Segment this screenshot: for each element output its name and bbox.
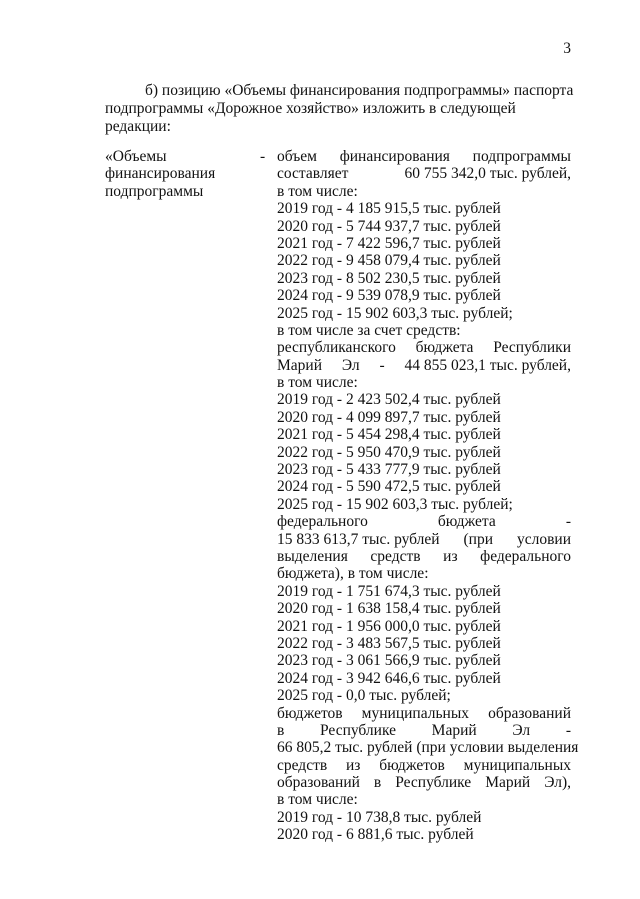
year-line: 2020 год - 1 638 158,4 тыс. рублей (277, 600, 501, 618)
intro-line-2: подпрограммы «Дорожное хозяйство» изложить в следующей (105, 99, 516, 117)
funding-line: в Республике Марий Эл - (277, 721, 571, 739)
republic-years-list (277, 391, 571, 513)
federal-budget-line: федерального бюджета - (277, 513, 571, 531)
municipal-budget-line: бюджетов муниципальных образований (277, 704, 571, 722)
year-line: 2021 год - 1 956 000,0 тыс. рублей (277, 617, 501, 635)
year-line: 2019 год - 10 738,8 тыс. рублей (277, 808, 482, 826)
federal-budget-total-line: 15 833 613,7 тыс. рублей (при условии (277, 530, 571, 548)
funding-line: в том числе: (277, 374, 358, 392)
intro-paragraph (105, 82, 574, 135)
funding-line: бюджета), в том числе: (277, 565, 429, 583)
intro-line-1: б) позицию «Объемы финансирования подпрограммы» паспорта (145, 82, 574, 99)
funding-line: в том числе: (277, 791, 358, 809)
year-line: 2025 год - 15 902 603,3 тыс. рублей; (277, 495, 513, 513)
municipal-years-list (277, 809, 571, 844)
year-line: 2024 год - 5 590 472,5 тыс. рублей (277, 478, 501, 496)
year-line: 2019 год - 2 423 502,4 тыс. рублей (277, 391, 501, 409)
year-line: 2020 год - 4 099 897,7 тыс. рублей (277, 408, 501, 426)
page-number: 3 (563, 40, 571, 57)
year-line: 2019 год - 1 751 674,3 тыс. рублей (277, 582, 501, 600)
label-dash: - (260, 148, 266, 165)
funding-line: средств из бюджетов муниципальных (277, 756, 571, 774)
total-years-list (277, 200, 571, 322)
funding-total-line: составляет 60 755 342,0 тыс. рублей, (277, 165, 571, 183)
position-label: «Объемы финансирования подпрограммы (105, 148, 216, 200)
funding-line: выделения средств из федерального (277, 547, 571, 565)
year-line: 2021 год - 5 454 298,4 тыс. рублей (277, 426, 501, 444)
funding-line: объем финансирования подпрограммы (277, 148, 571, 165)
republic-budget-line: республиканского бюджета Республики (277, 339, 571, 357)
year-line: 2023 год - 8 502 230,5 тыс. рублей (277, 269, 501, 287)
year-line: 2019 год - 4 185 915,5 тыс. рублей (277, 200, 501, 218)
year-line: 2020 год - 5 744 937,7 тыс. рублей (277, 217, 501, 235)
year-line: 2022 год - 9 458 079,4 тыс. рублей (277, 252, 501, 270)
year-line: 2023 год - 3 061 566,9 тыс. рублей (277, 652, 501, 670)
year-line: 2024 год - 9 539 078,9 тыс. рублей (277, 287, 501, 305)
year-line: 2020 год - 6 881,6 тыс. рублей (277, 826, 474, 844)
year-line: 2025 год - 0,0 тыс. рублей; (277, 687, 451, 705)
funding-description (277, 148, 579, 844)
funding-line: в том числе: (277, 182, 358, 200)
year-line: 2023 год - 5 433 777,9 тыс. рублей (277, 461, 501, 479)
republic-budget-total-line: Марий Эл - 44 855 023,1 тыс. рублей, (277, 356, 571, 374)
year-line: 2025 год - 15 902 603,3 тыс. рублей; (277, 304, 513, 322)
federal-years-list (277, 583, 571, 705)
year-line: 2022 год - 3 483 567,5 тыс. рублей (277, 634, 501, 652)
municipal-budget-total-line: 66 805,2 тыс. рублей (при условии выделения (277, 739, 579, 757)
intro-line-3: редакции: (105, 117, 171, 135)
year-line: 2024 год - 3 942 646,6 тыс. рублей (277, 669, 501, 687)
year-line: 2021 год - 7 422 596,7 тыс. рублей (277, 234, 501, 252)
year-line: 2022 год - 5 950 470,9 тыс. рублей (277, 443, 501, 461)
funding-line: в том числе за счет средств: (277, 321, 461, 339)
funding-line: образований в Республике Марий Эл), (277, 774, 571, 792)
